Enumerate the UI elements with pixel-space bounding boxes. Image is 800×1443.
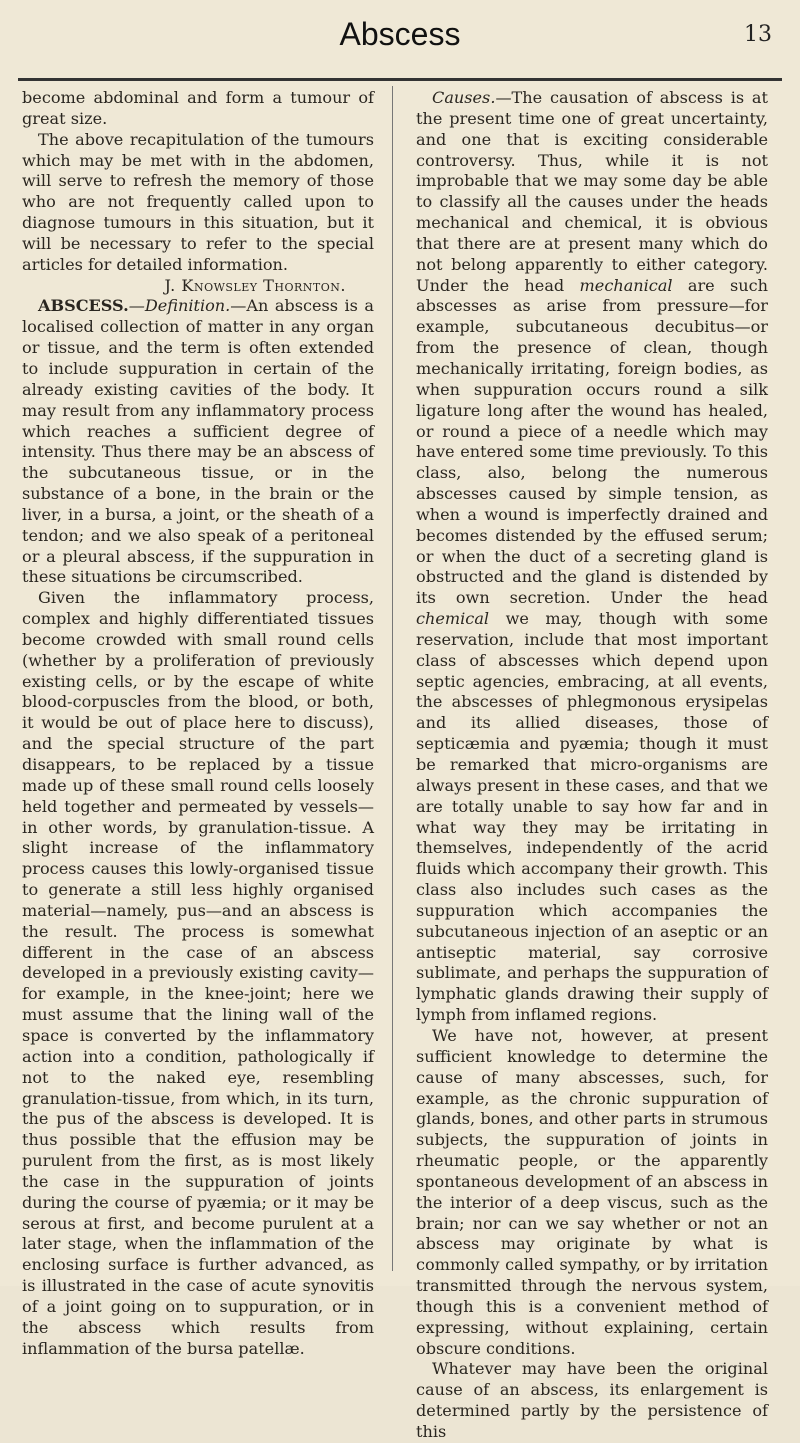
paragraph: become abdominal and form a tumour of great size. [22, 88, 374, 128]
entry-headword: ABSCESS. [38, 296, 129, 316]
left-column [22, 88, 374, 1359]
paragraph [416, 88, 768, 1026]
paragraph: Given the inflammatory process, complex and highly differentiated tissues become crowded with small round cells (whether by a proliferation of previously existing cells, or by the escape of white blood-corpuscles from the blood, or both, it would be out of place here to discuss), and the special structure of the part disappears, to be replaced by a tissue made up of these small round cells loosely held together and permeated by vessels—in other words, by granulation-tissue. A slight increase of the inflammatory process causes this lowly-organised tissue to generate a still less highly organised material—namely, pus—and an abscess is the result. The process is somewhat different in the case of an abscess developed in a previously existing cavity—for example, in the knee-joint; here we must assume that the lining wall of the space is converted by the inflammatory action into a condition, pathologically if not to the naked eye, resembling granulation-tissue, from which, in its turn, the pus of the abscess is developed. It is thus possible that the effusion may be purulent from the first, as is most likely the case in the suppuration of joints during the course of pyæmia; or it may be serous at first, and become purulent at a later stage, when the inflammation of the enclosing surface is further advanced, as is illustrated in the case of acute synovitis of a joint going on to suppuration, or in the abscess which results from inflammation of the bursa patellæ. [22, 588, 374, 1358]
paragraph: Whatever may have been the original cause of an abscess, its enlargement is determined partly by the persistence of this [416, 1359, 768, 1441]
emphasis: chemical [416, 609, 490, 629]
paragraph-text: —The causation of abscess is at the present time one of great uncertainty, and one that is exciting considerable controversy. Thus, while it is not improbable that we may some day be able to classify all the causes under the heads mechanical and chemical, it is obvious that there are at present many which do not belong apparently to either category. Under the head [416, 88, 768, 295]
paragraph: We have not, however, at present sufficient knowledge to determine the cause of many abscesses, such, for example, as the chronic suppuration of glands, bones, and other parts in strumous subjects, the suppuration of joints in rheumatic people, or the apparently spontaneous development of an abscess in the interior of a deep viscus, such as the brain; nor can we say whether or not an abscess may originate by what is commonly called sympathy, or by irritation transmitted through the nervous system, though this is a convenient method of expressing, without explaining, certain obscure conditions. [416, 1025, 768, 1358]
section-subhead: Causes. [432, 88, 496, 107]
paragraph: The above recapitulation of the tumours which may be met with in the abdomen, will serve to refresh the memory of those who are not frequently called upon to diagnose tumours in this situation, but it will be necessary to refer to the special articles for detailed information. [22, 129, 374, 274]
author-signature: J. Knowsley Thornton. [164, 275, 346, 295]
page-title: Abscess [339, 16, 461, 52]
header-rule [18, 78, 782, 81]
right-column [416, 88, 768, 1443]
running-header [0, 6, 800, 86]
paragraph-text: —An abscess is a localised collection of matter in any organ or tissue, and the term is often extended to include suppuration in certain of the already existing cavities of the body. It may result from any inflammatory process which reaches a sufficient degree of intensity. Thus there may be an abscess of the subcutaneous tissue, or in the substance of a bone, in the brain or the liver, in a bursa, a joint, or the sheath of a tendon; and we also speak of a peritoneal or a pleural abscess, if the suppuration in these situations be circumscribed. [22, 296, 374, 587]
paragraph [22, 296, 374, 588]
paragraph-text: are such abscesses as arise from pressure—for example, subcutaneous decubitus—or from the presence of clean, though mechanically irritating, foreign bodies, as when suppuration occurs round a silk ligature long after the wound has healed, or round a piece of a needle which may have entered some time previously. To this class, also, belong the numerous abscesses caused by simple tension, as when a wound is imperfectly drained and becomes distended by the effused serum; or when the duct of a secreting gland is obstructed and the gland is distended by its own secretion. Under the head [416, 275, 768, 608]
emphasis: mechanical [579, 275, 673, 295]
section-subhead: —Definition. [128, 296, 231, 316]
column-divider [392, 86, 393, 1271]
paragraph-text: we may, though with some reservation, include that most important class of abscesses which depend upon septic agencies, embracing, at all events, the abscesses of phlegmonous erysipelas and its allied diseases, those of septicæmia and pyæmia; though it must be remarked that micro-organisms are always present in these cases, and that we are totally unable to say how far and in what way they may be irritating in themselves, independently of the acrid fluids which accompany their growth. This class also includes such cases as the suppuration which accompanies the subcutaneous injection of an aseptic or an antiseptic material, say corrosive sublimate, and perhaps the suppuration of lymphatic glands drawing their supply of lymph from inflamed regions. [416, 609, 768, 1025]
page-number: 13 [744, 22, 772, 47]
